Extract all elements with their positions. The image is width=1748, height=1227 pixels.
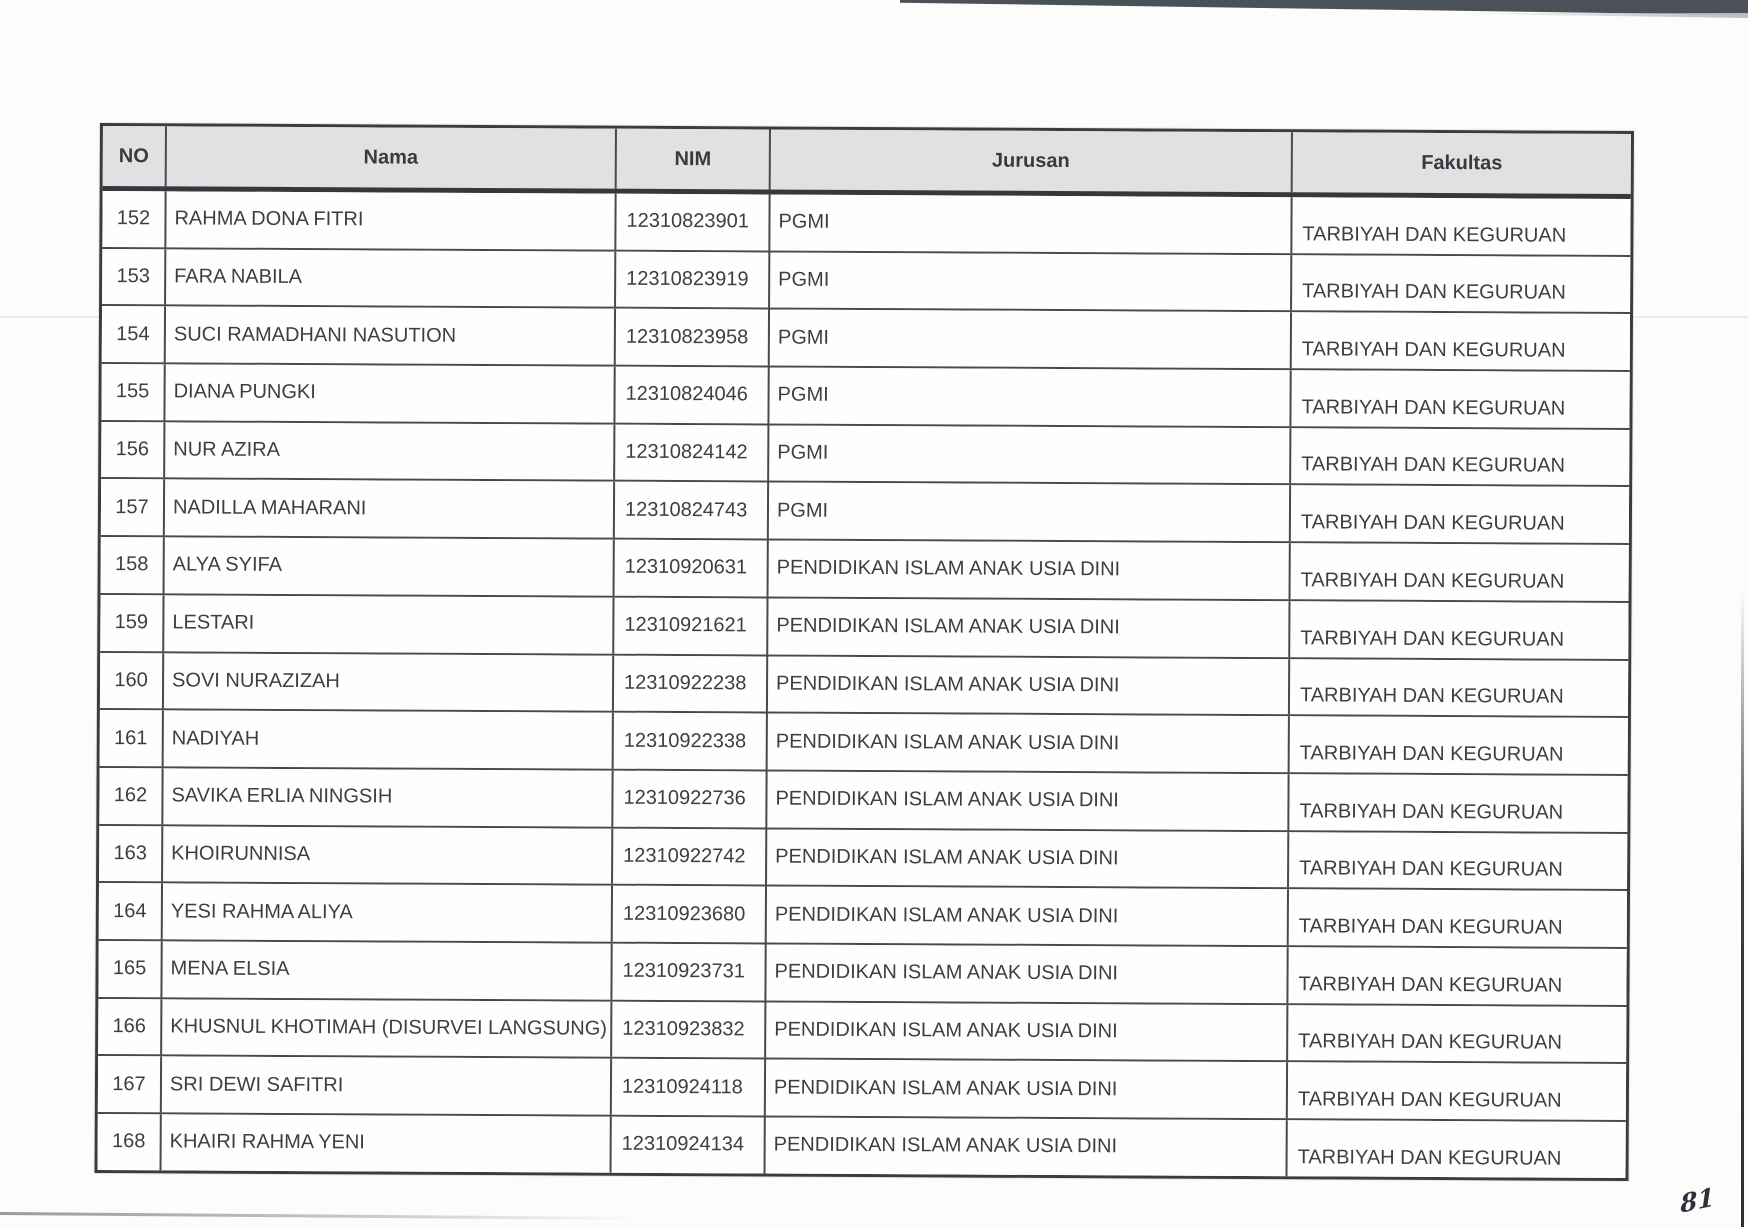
cell-fakultas: TARBIYAH DAN KEGURUAN — [1297, 1088, 1562, 1112]
cell-nama: RAHMA DONA FITRI — [166, 191, 616, 249]
cell-jurusan: PGMI — [769, 425, 1291, 483]
cell-fakultas: TARBIYAH DAN KEGURUAN — [1301, 338, 1566, 362]
cell-jurusan: PENDIDIKAN ISLAM ANAK USIA DINI — [768, 598, 1290, 656]
cell-nim: 12310922238 — [614, 655, 768, 711]
cell-no: 166 — [98, 999, 162, 1055]
table-row — [102, 249, 1630, 315]
table-row — [100, 595, 1628, 661]
cell-no: 158 — [101, 537, 165, 593]
scan-edge-bar-top-fringe — [1450, 13, 1748, 18]
cell-no: 168 — [98, 1114, 162, 1170]
table-header-row — [103, 126, 1631, 199]
cell-nim: 12310923832 — [612, 1001, 766, 1057]
handwritten-mark: 81 — [1679, 1182, 1715, 1219]
cell-nim: 12310923680 — [613, 886, 767, 942]
cell-no: 164 — [99, 883, 163, 939]
cell-nim: 12310922742 — [613, 828, 767, 884]
cell-no: 152 — [102, 191, 166, 247]
cell-fakultas: TARBIYAH DAN KEGURUAN — [1301, 453, 1566, 478]
cell-nim: 12310922736 — [613, 771, 767, 827]
cell-no: 156 — [101, 422, 165, 478]
cell-nama: DIANA PUNGKI — [165, 364, 615, 422]
cell-nim: 12310824743 — [615, 482, 769, 538]
cell-jurusan: PENDIDIKAN ISLAM ANAK USIA DINI — [766, 944, 1288, 1002]
cell-fakultas: TARBIYAH DAN KEGURUAN — [1297, 1145, 1562, 1170]
cell-no: 160 — [100, 653, 164, 709]
table-row — [101, 422, 1629, 488]
cell-no: 167 — [98, 1056, 162, 1112]
cell-nama: FARA NABILA — [166, 249, 616, 307]
cell-fakultas: TARBIYAH DAN KEGURUAN — [1301, 396, 1566, 420]
cell-nim: 12310823958 — [616, 309, 770, 365]
table-row — [98, 999, 1626, 1065]
cell-jurusan: PENDIDIKAN ISLAM ANAK USIA DINI — [767, 771, 1289, 829]
cell-no: 157 — [101, 479, 165, 535]
table-row — [102, 191, 1630, 257]
cell-jurusan: PGMI — [770, 195, 1292, 253]
cell-no: 161 — [100, 710, 164, 766]
cell-jurusan: PGMI — [770, 310, 1292, 368]
cell-nama: NADIYAH — [164, 711, 614, 769]
cell-nama: SUCI RAMADHANI NASUTION — [166, 307, 616, 365]
cell-nama: MENA ELSIA — [162, 941, 612, 999]
header-jurusan: Jurusan — [771, 130, 1293, 193]
header-nama: Nama — [167, 126, 617, 188]
cell-nama: KHUSNUL KHOTIMAH (DISURVEI LANGSUNG) — [162, 999, 612, 1057]
cell-nim: 12310923731 — [612, 944, 766, 1000]
table-row — [102, 306, 1630, 372]
cell-nim: 12310922338 — [614, 713, 768, 769]
table-row — [98, 1114, 1626, 1178]
table-row — [98, 941, 1626, 1007]
cell-fakultas: TARBIYAH DAN KEGURUAN — [1300, 569, 1565, 593]
table-row — [99, 826, 1627, 892]
cell-no: 162 — [99, 768, 163, 824]
cell-fakultas: TARBIYAH DAN KEGURUAN — [1300, 511, 1565, 535]
cell-no: 165 — [98, 941, 162, 997]
student-table — [95, 123, 1634, 1181]
table-row — [100, 653, 1628, 719]
cell-no: 159 — [100, 595, 164, 651]
header-no: NO — [103, 126, 167, 186]
cell-jurusan: PENDIDIKAN ISLAM ANAK USIA DINI — [767, 829, 1289, 887]
cell-nim: 12310824142 — [615, 424, 769, 480]
cell-fakultas: TARBIYAH DAN KEGURUAN — [1299, 742, 1564, 766]
cell-no: 163 — [99, 826, 163, 882]
cell-nama: NADILLA MAHARANI — [165, 480, 615, 538]
cell-nim: 12310823919 — [616, 251, 770, 307]
cell-fakultas: TARBIYAH DAN KEGURUAN — [1299, 799, 1564, 824]
cell-nama: NUR AZIRA — [165, 422, 615, 480]
table-row — [101, 479, 1629, 545]
cell-nama: SRI DEWI SAFITRI — [162, 1057, 612, 1115]
cell-jurusan: PGMI — [769, 368, 1291, 426]
cell-nim: 12310924118 — [612, 1059, 766, 1115]
cell-nim: 12310824046 — [615, 367, 769, 423]
cell-jurusan: PENDIDIKAN ISLAM ANAK USIA DINI — [768, 656, 1290, 714]
cell-no: 153 — [102, 249, 166, 305]
header-nim: NIM — [617, 129, 771, 190]
cell-jurusan: PENDIDIKAN ISLAM ANAK USIA DINI — [766, 1002, 1288, 1060]
cell-no: 154 — [102, 306, 166, 362]
table-row — [101, 537, 1629, 603]
cell-nama: SOVI NURAZIZAH — [164, 653, 614, 711]
cell-nim: 12310920631 — [615, 540, 769, 596]
cell-nama: KHOIRUNNISA — [163, 826, 613, 884]
header-fakultas: Fakultas — [1421, 151, 1503, 174]
cell-fakultas: TARBIYAH DAN KEGURUAN — [1302, 280, 1566, 305]
table-row — [101, 364, 1629, 430]
cell-jurusan: PGMI — [769, 483, 1291, 541]
cell-nama: ALYA SYIFA — [165, 537, 615, 595]
cell-nama: KHAIRI RAHMA YENI — [162, 1114, 612, 1172]
cell-fakultas: TARBIYAH DAN KEGURUAN — [1298, 972, 1563, 997]
cell-fakultas: TARBIYAH DAN KEGURUAN — [1299, 684, 1564, 708]
cell-nama: LESTARI — [164, 595, 614, 653]
cell-nama: YESI RAHMA ALIYA — [163, 884, 613, 942]
cell-fakultas: TARBIYAH DAN KEGURUAN — [1299, 857, 1563, 881]
table-row — [100, 710, 1628, 776]
cell-nim: 12310924134 — [612, 1117, 766, 1173]
scan-edge-bar-top — [900, 0, 1748, 15]
cell-no: 155 — [101, 364, 165, 420]
cell-nim: 12310823901 — [616, 194, 770, 250]
table-row — [98, 1056, 1626, 1122]
cell-jurusan: PGMI — [770, 252, 1292, 310]
cell-nama: SAVIKA ERLIA NINGSIH — [163, 768, 613, 826]
cell-jurusan: PENDIDIKAN ISLAM ANAK USIA DINI — [766, 1060, 1288, 1118]
cell-jurusan: PENDIDIKAN ISLAM ANAK USIA DINI — [769, 541, 1291, 599]
scan-edge-line-right — [1741, 590, 1744, 1227]
cell-jurusan: PENDIDIKAN ISLAM ANAK USIA DINI — [767, 887, 1289, 945]
table-row — [99, 768, 1627, 834]
cell-fakultas: TARBIYAH DAN KEGURUAN — [1298, 915, 1563, 939]
scan-edge-line-bottom — [0, 1212, 640, 1220]
cell-fakultas: TARBIYAH DAN KEGURUAN — [1302, 222, 1567, 247]
table-row — [99, 883, 1627, 949]
cell-nim: 12310921621 — [614, 598, 768, 654]
cell-jurusan: PENDIDIKAN ISLAM ANAK USIA DINI — [766, 1117, 1288, 1175]
cell-jurusan: PENDIDIKAN ISLAM ANAK USIA DINI — [768, 714, 1290, 772]
cell-fakultas: TARBIYAH DAN KEGURUAN — [1300, 626, 1565, 651]
cell-fakultas: TARBIYAH DAN KEGURUAN — [1298, 1030, 1563, 1054]
